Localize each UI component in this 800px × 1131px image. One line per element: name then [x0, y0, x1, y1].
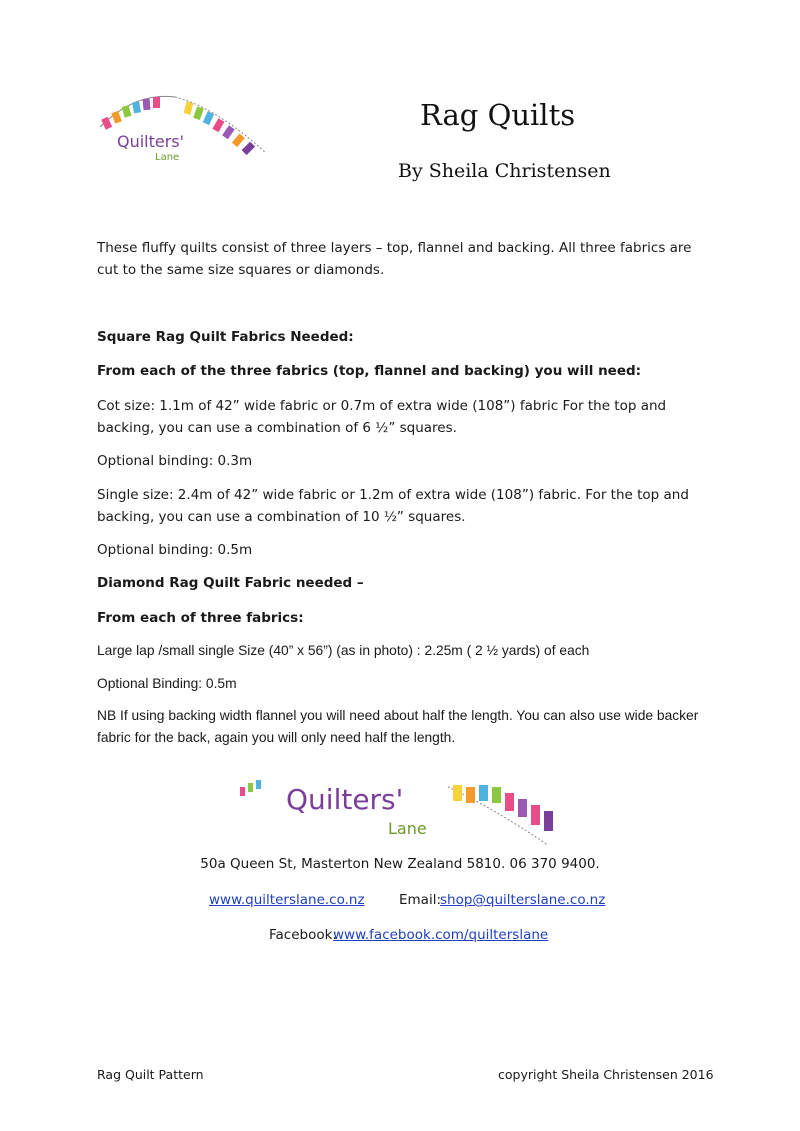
footer-logo-text-sub: Lane: [388, 819, 427, 838]
diamond-heading: Diamond Rag Quilt Fabric needed –: [97, 575, 364, 591]
contact-address: 50a Queen St, Masterton New Zealand 5810. 06 370 9400.: [200, 856, 600, 872]
footer-right: copyright Sheila Christensen 2016: [498, 1067, 714, 1082]
logo-text-main: Quilters': [117, 132, 185, 151]
footer-left: Rag Quilt Pattern: [97, 1067, 204, 1082]
diamond-note: NB If using backing width flannel you will need about half the length. You can also use wide backer fabric for the back, again you will only need half the length.: [97, 708, 699, 745]
square-cot-size: Cot size: 1.1m of 42” wide fabric or 0.7m of extra wide (108”) fabric For the top and backing, you can use a combination of 6 ½” squares.: [97, 398, 667, 436]
facebook-label: Facebook:: [269, 927, 337, 943]
diamond-subheading: From each of three fabrics:: [97, 610, 304, 626]
page-title: Rag Quilts: [420, 98, 576, 132]
square-heading: Square Rag Quilt Fabrics Needed:: [97, 329, 354, 345]
square-cot-binding: Optional binding: 0.3m: [97, 453, 253, 469]
website-link[interactable]: www.quilterslane.co.nz: [209, 892, 365, 908]
footer-logo-text-main: Quilters': [286, 783, 404, 816]
square-subheading: From each of the three fabrics (top, flannel and backing) you will need:: [97, 363, 642, 379]
email-label: Email:: [399, 892, 442, 908]
header-logo: [95, 92, 275, 172]
intro-paragraph: These fluffy quilts consist of three layers – top, flannel and backing. All three fabrics are cut to the same size squares or diamonds.: [97, 240, 692, 278]
logo-text-sub: Lane: [155, 152, 180, 163]
square-single-size: Single size: 2.4m of 42” wide fabric or 1.2m of extra wide (108”) fabric. For the top and backing, you can use a combination of 10 ½” squares.: [97, 487, 689, 525]
page-byline: By Sheila Christensen: [398, 160, 611, 182]
square-single-binding: Optional binding: 0.5m: [97, 542, 253, 558]
footer-logo: [238, 775, 568, 850]
diamond-binding: Optional Binding: 0.5m: [97, 676, 237, 691]
email-link[interactable]: shop@quilterslane.co.nz: [440, 892, 606, 908]
diamond-large-size: Large lap /small single Size (40” x 56”) (as in photo) : 2.25m ( 2 ½ yards) of each: [97, 643, 590, 658]
facebook-link[interactable]: www.facebook.com/quilterslane: [333, 927, 549, 943]
